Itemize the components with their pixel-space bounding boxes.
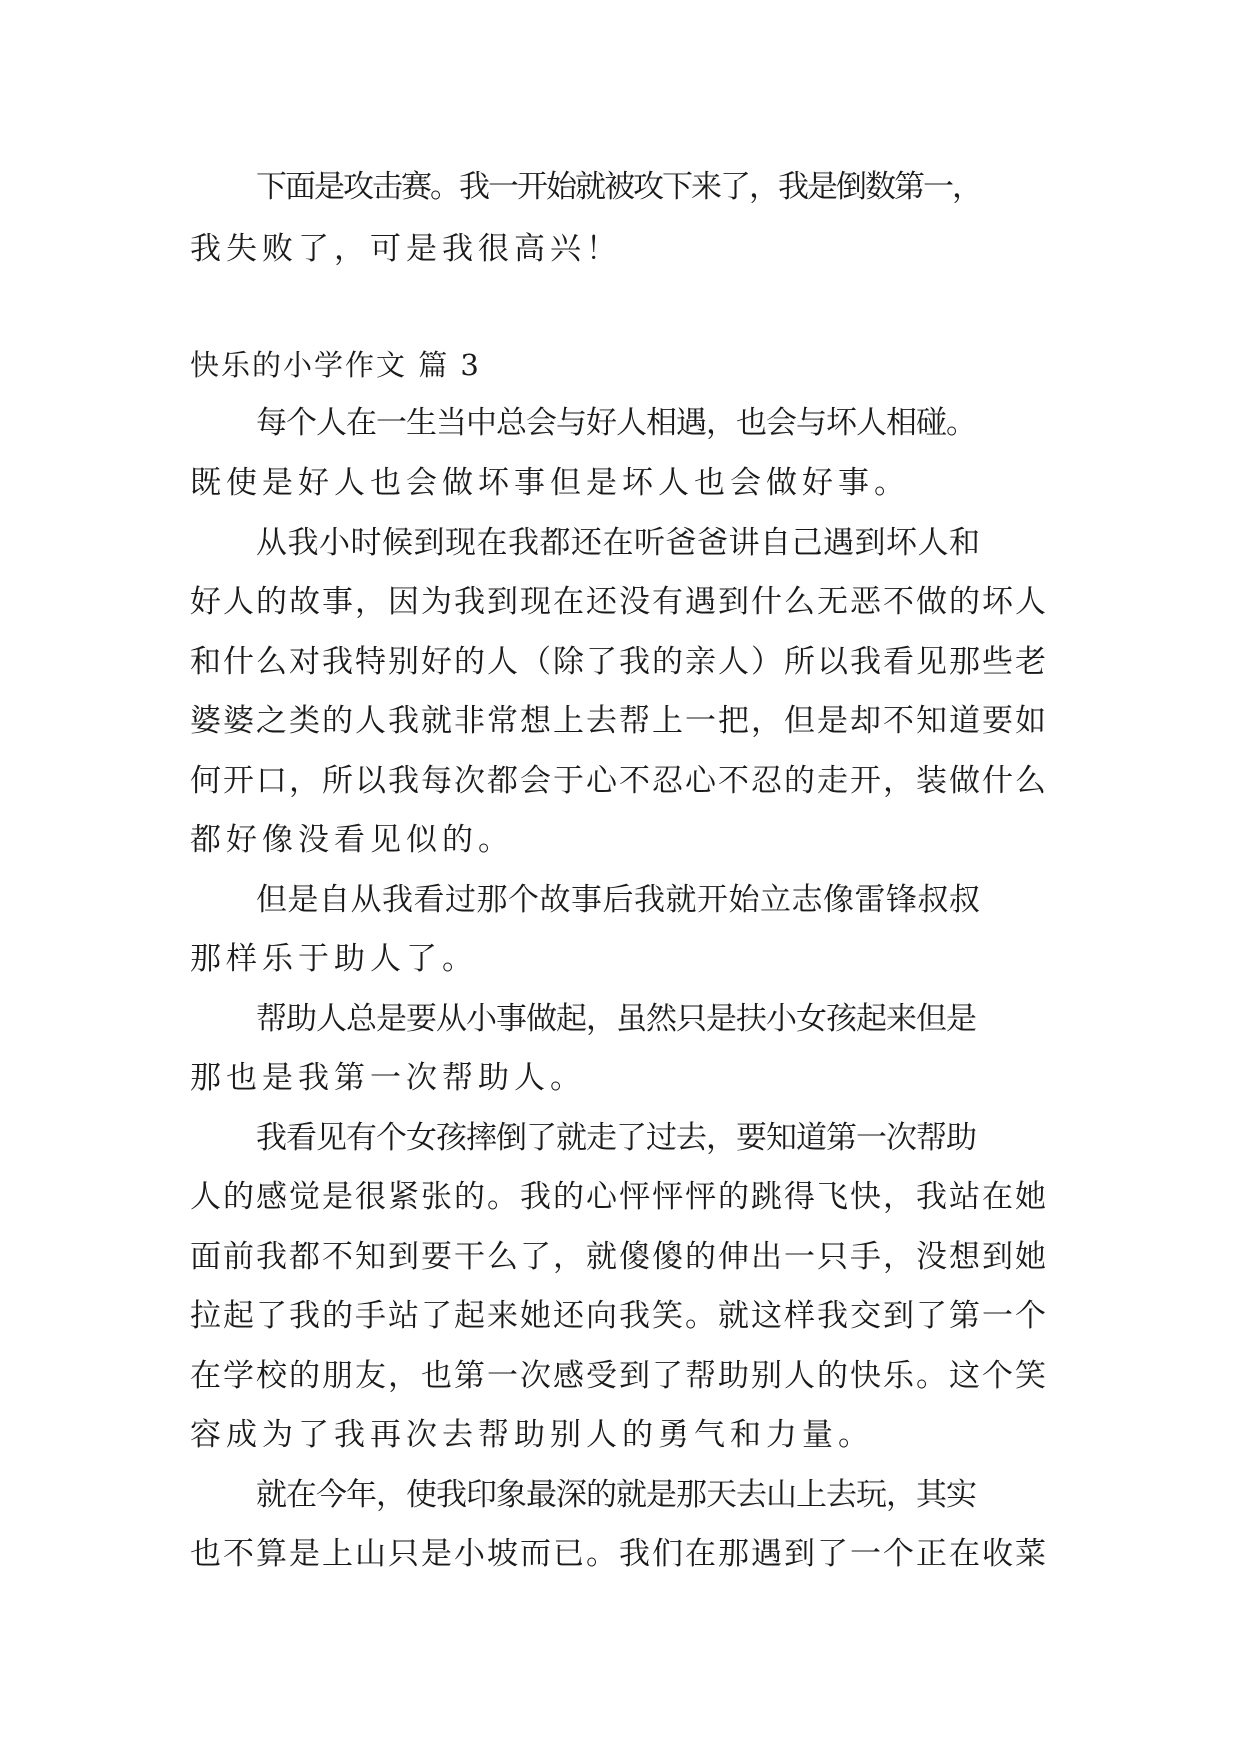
- paragraph-6-line-2: 人的感觉是很紧张的。我的心怦怦怦的跳得飞快，我站在她: [190, 1179, 1048, 1215]
- paragraph-2-line-2: 既使是好人也会做坏事但是坏人也会做好事。: [190, 465, 910, 501]
- paragraph-3-line-3: 和什么对我特别好的人（除了我的亲人）所以我看见那些老: [190, 644, 1048, 680]
- paragraph-5-line-1: 帮助人总是要从小事做起，虽然只是扶小女孩起来但是: [256, 1001, 976, 1037]
- paragraph-3-line-1: 从我小时候到现在我都还在听爸爸讲自己遇到坏人和: [256, 525, 981, 561]
- section-heading: 快乐的小学作文 篇 3: [190, 348, 481, 382]
- paragraph-4-line-2: 那样乐于助人了。: [190, 941, 478, 977]
- paragraph-7-line-2: 也不算是上山只是小坡而已。我们在那遇到了一个正在收菜: [190, 1536, 1048, 1572]
- paragraph-3-line-2: 好人的故事，因为我到现在还没有遇到什么无恶不做的坏人: [190, 584, 1048, 620]
- paragraph-2-line-1: 每个人在一生当中总会与好人相遇，也会与坏人相碰。: [256, 405, 976, 441]
- paragraph-7-line-1: 就在今年，使我印象最深的就是那天去山上去玩，其实: [256, 1477, 976, 1513]
- paragraph-6-line-5: 在学校的朋友，也第一次感受到了帮助别人的快乐。这个笑: [190, 1358, 1048, 1394]
- paragraph-6-line-4: 拉起了我的手站了起来她还向我笑。就这样我交到了第一个: [190, 1298, 1048, 1334]
- paragraph-1-line-1: 下面是攻击赛。我一开始就被攻下来了，我是倒数第一，: [256, 169, 981, 205]
- paragraph-6-line-3: 面前我都不知到要干么了，就傻傻的伸出一只手，没想到她: [190, 1239, 1048, 1275]
- paragraph-3-line-4: 婆婆之类的人我就非常想上去帮上一把，但是却不知道要如: [190, 703, 1048, 739]
- paragraph-5-line-2: 那也是我第一次帮助人。: [190, 1060, 586, 1096]
- paragraph-4-line-1: 但是自从我看过那个故事后我就开始立志像雷锋叔叔: [256, 882, 981, 918]
- paragraph-3-line-6: 都好像没看见似的。: [190, 822, 514, 858]
- paragraph-1-line-2: 我失败了，可是我很高兴！: [190, 231, 622, 267]
- paragraph-3-line-5: 何开口，所以我每次都会于心不忍心不忍的走开，装做什么: [190, 763, 1048, 799]
- paragraph-6-line-1: 我看见有个女孩摔倒了就走了过去，要知道第一次帮助: [256, 1120, 976, 1156]
- paragraph-6-line-6: 容成为了我再次去帮助别人的勇气和力量。: [190, 1417, 874, 1453]
